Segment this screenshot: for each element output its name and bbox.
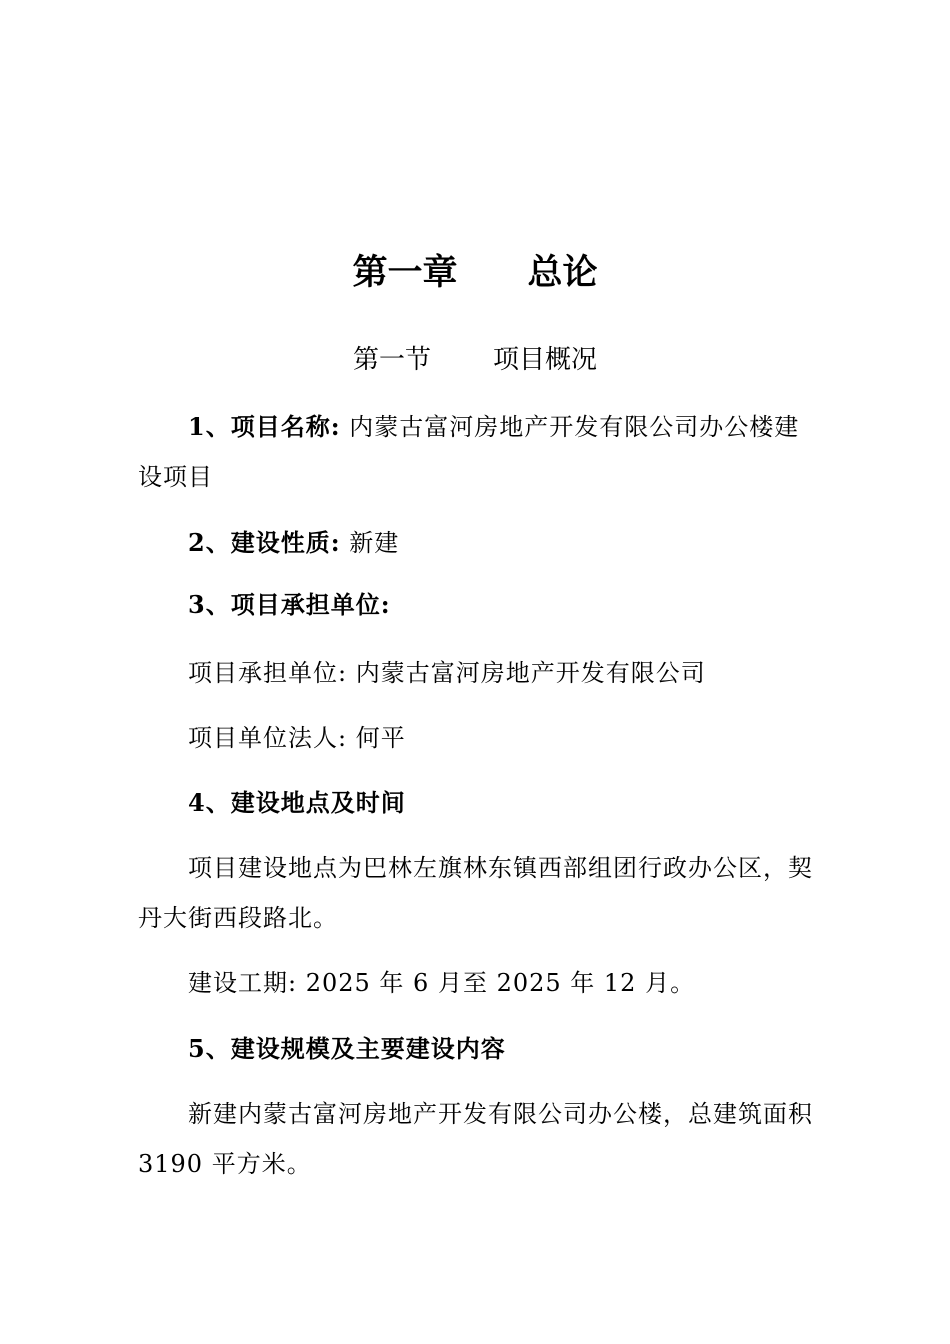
location-paragraph: 项目建设地点为巴林左旗林东镇西部组团行政办公区，契丹大街西段路北。 [138, 854, 813, 932]
section-title [0, 340, 950, 380]
construction-nature-value: 新建 [349, 529, 400, 557]
construction-nature-label: 2、建设性质: [188, 528, 341, 557]
construction-nature-paragraph [138, 518, 818, 568]
undertaking-unit-line: 项目承担单位: 内蒙古富河房地产开发有限公司 [188, 659, 706, 687]
scale-paragraph: 新建内蒙古富河房地产开发有限公司办公楼，总建筑面积 3190 平方米。 [138, 1100, 813, 1178]
project-name-value: 内蒙古富河房地产开发有限公司办公楼建设项目 [138, 413, 800, 491]
location-time-heading: 4、建设地点及时间 [188, 788, 406, 817]
section-name: 项目概况 [493, 345, 598, 375]
project-name-paragraph [138, 402, 818, 502]
legal-person-line: 项目单位法人: 何平 [188, 724, 406, 752]
undertaking-unit-heading: 3、项目承担单位: [188, 590, 391, 619]
chapter-title [0, 248, 950, 298]
scale-content-heading: 5、建设规模及主要建设内容 [188, 1034, 506, 1063]
section-number: 第一节 [352, 345, 431, 375]
construction-period-paragraph: 建设工期: 2025 年 6 月至 2025 年 12 月。 [188, 969, 696, 997]
project-name-label: 1、项目名称: [188, 412, 341, 441]
chapter-name: 总论 [527, 252, 598, 293]
chapter-number: 第一章 [352, 252, 458, 293]
